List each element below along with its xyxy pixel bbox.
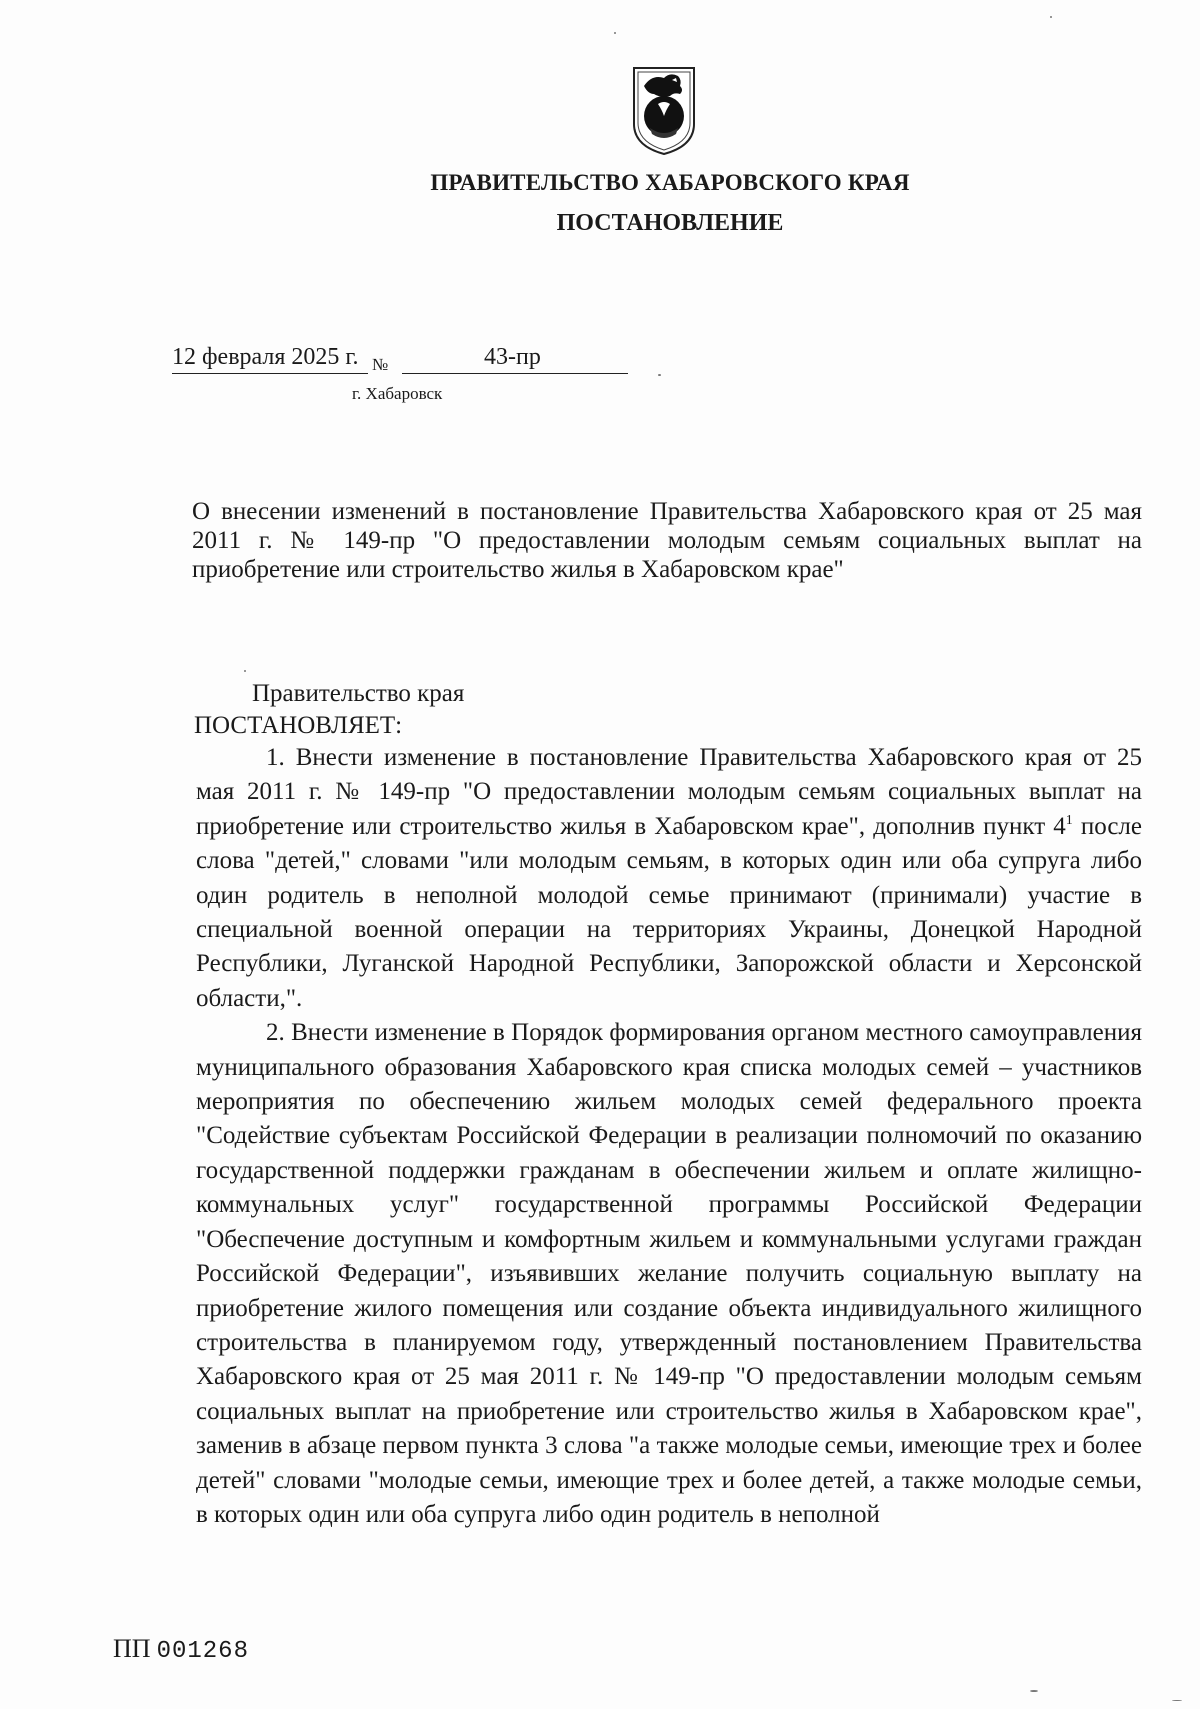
paragraph-1-superscript: 1 — [1065, 812, 1073, 828]
scan-speck — [1050, 16, 1052, 18]
number-sign: № — [372, 355, 389, 374]
serial-prefix: ПП — [113, 1634, 151, 1663]
scan-speck — [1030, 1690, 1038, 1692]
preamble-government: Правительство края — [252, 680, 465, 707]
paragraph-1 — [196, 741, 1142, 1016]
scan-speck — [244, 670, 246, 672]
scan-speck — [614, 32, 616, 34]
document-type-title: ПОСТАНОВЛЕНИЕ — [556, 210, 784, 236]
paragraph-1-text-end: после слова "детей," словами "или молодым семьям, в которых один или оба супруга либо один родитель в неполной молодой семье принимают (принимали) участие в специальной военной операции на территориях Украины, Донецкой Народной Республики, Луганской Народной Республики, Запорожской области и Херсонской области,". — [196, 812, 1142, 1012]
organization-title: ПРАВИТЕЛЬСТВО ХАБАРОВСКОГО КРАЯ — [430, 170, 910, 195]
scan-speck — [658, 374, 661, 376]
coat-of-arms-icon — [630, 64, 698, 158]
scan-speck — [1172, 1700, 1182, 1701]
serial-number — [113, 1634, 249, 1665]
document-city: г. Хабаровск — [352, 384, 443, 403]
document-date: 12 февраля 2025 г. — [172, 344, 368, 374]
preamble-resolves: ПОСТАНОВЛЯЕТ: — [194, 712, 403, 739]
paragraph-2: 2. Внести изменение в Порядок формирования органом местного самоуправления муниципального образования Хабаровского края списка молодых семей – участников мероприятия по обеспечению жильем молодых семей федерального проекта "Содействие субъектам Российской Федерации в реализации полномочий по оказанию государственной поддержки гражданам в обеспечении жильем и оплате жилищно-коммунальных услуг" государственной программы Российской Федерации "Обеспечение доступным и комфортным жильем и коммунальными услугами граждан Российской Федерации", изъявивших желание получить социальную выплату на приобретение жилого помещения или создание объекта индивидуального жилищного строительства в планируемом году, утвержденный постановлением Правительства Хабаровского края от 25 мая 2011 г. № 149-пр "О предоставлении молодым семьям социальных выплат на приобретение или строительство жилья в Хабаровском крае", заменив в абзаце первом пункта 3 слова "а также молодые семьи, имеющие трех и более детей" словами "молодые семьи, имеющие трех и более детей, а также молодые семьи, в которых один или оба супруга либо один родитель в неполной — [196, 1019, 1142, 1528]
document-subject: О внесении изменений в постановление Правительства Хабаровского края от 25 мая 2011 г. № 149-пр "О предоставлении молодым семьям социальных выплат на приобретение или строительство жилья в Хабаровском крае" — [192, 498, 1142, 583]
document-number: 43-пр — [402, 344, 628, 374]
serial-digits: 001268 — [156, 1638, 249, 1665]
paragraph-1-text-start: 1. Внести изменение в постановление Правительства Хабаровского края от 25 мая 2011 г. № 149-пр "О предоставлении молодым семьям социальных выплат на приобретение или строительство жилья в Хабаровском крае", дополнив пункт 4 — [196, 744, 1142, 840]
document-body — [196, 741, 1142, 1532]
